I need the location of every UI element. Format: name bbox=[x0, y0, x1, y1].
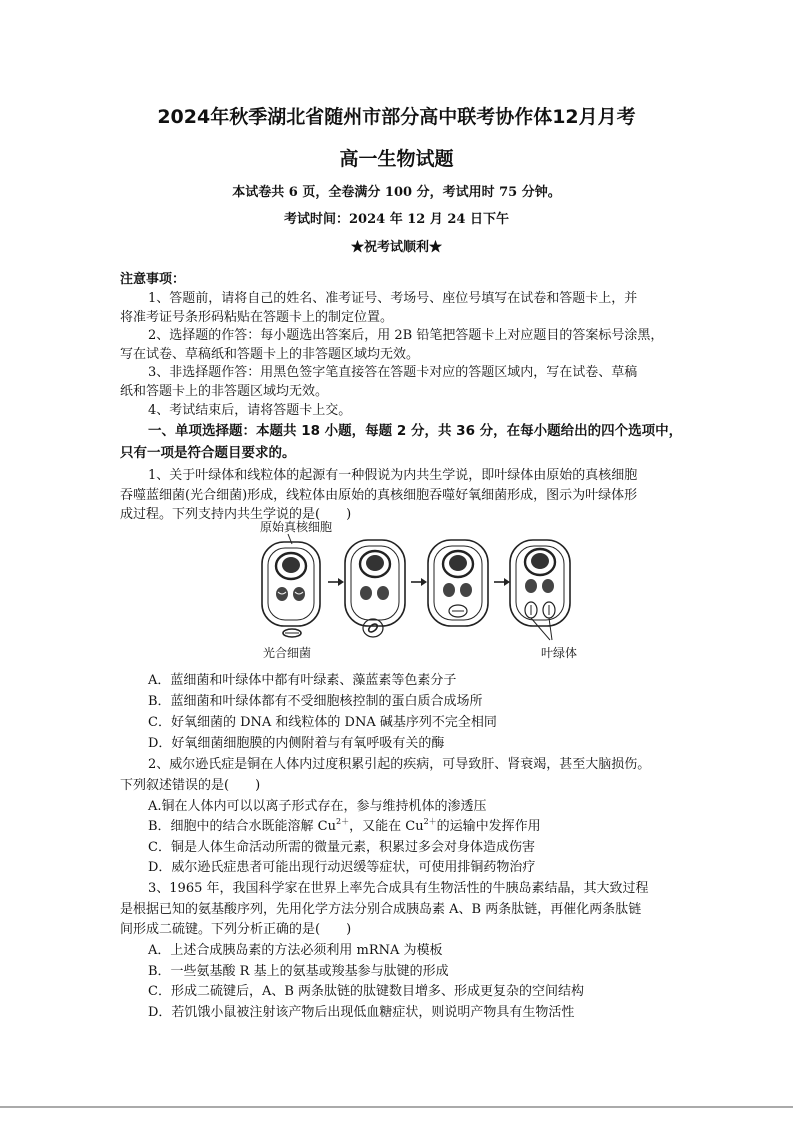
option-b-text: ，又能在 Cu bbox=[349, 819, 424, 834]
exam-title: 2024年秋季湖北省随州市部分高中联考协作体12月月考 bbox=[157, 106, 636, 128]
figure-label-bottom-left: 光合细菌 bbox=[263, 646, 312, 660]
option-d: D．好氧细菌细胞膜的内侧附着与有氧呼吸有关的酶 bbox=[148, 736, 445, 751]
notice-line: 纸和答题卡上的非答题区域均无效。 bbox=[120, 384, 329, 399]
question-stem: 2、威尔逊氏症是铜在人体内过度积累引起的疾病，可导致肝、肾衰竭，甚至大脑损伤。 bbox=[148, 757, 651, 772]
question-stem: 是根据已知的氨基酸序列，先用化学方法分别合成胰岛素 A、B 两条肽链，再催化两条肽链 bbox=[120, 902, 642, 917]
option-a: A．上述合成胰岛素的方法必须利用 mRNA 为模板 bbox=[148, 943, 443, 958]
cell-4 bbox=[510, 540, 570, 626]
option-c: C．好氧细菌的 DNA 和线粒体的 DNA 碱基序列不完全相同 bbox=[148, 715, 497, 730]
charge-superscript: 2＋ bbox=[423, 817, 437, 826]
cell-2 bbox=[345, 540, 405, 626]
option-b-text: 的运输中发挥作用 bbox=[436, 819, 541, 834]
notice-line: 1、答题前，请将自己的姓名、准考证号、考场号、座位号填写在试卷和答题卡上，并 bbox=[148, 291, 638, 306]
notice-line: 3、非选择题作答：用黑色签字笔直接答在答题卡对应的答题区域内，写在试卷、草稿 bbox=[148, 365, 638, 380]
cell-1 bbox=[262, 542, 320, 626]
charge-superscript: 2＋ bbox=[336, 817, 350, 826]
notice-line: 将准考证号条形码粘贴在答题卡上的制定位置。 bbox=[120, 310, 394, 325]
exam-wish: ★祝考试顺利★ bbox=[350, 240, 442, 255]
page-bottom-rule bbox=[0, 1106, 793, 1108]
section-heading: 一、单项选择题：本题共 18 小题，每题 2 分，共 36 分，在每小题给出的四个选项中， bbox=[148, 423, 683, 439]
option-a: A.铜在人体内可以以离子形式存在，参与维持机体的渗透压 bbox=[148, 799, 487, 814]
section-heading: 只有一项是符合题目要求的。 bbox=[120, 445, 296, 461]
option-b-text: B．细胞中的结合水既能溶解 Cu bbox=[148, 819, 337, 834]
question-stem: 吞噬蓝细菌(光合细菌)形成，线粒体由原始的真核细胞吞噬好氧细菌形成，图示为叶绿体形 bbox=[120, 488, 638, 503]
notice-line: 写在试卷、草稿纸和答题卡上的非答题区域均无效。 bbox=[120, 347, 420, 362]
question-stem: 下列叙述错误的是( ) bbox=[120, 778, 261, 793]
exam-info: 本试卷共 6 页，全卷满分 100 分，考试用时 75 分钟。 bbox=[232, 185, 561, 200]
option-d: D．威尔逊氏症患者可能出现行动迟缓等症状，可使用排铜药物治疗 bbox=[148, 860, 536, 875]
option-d: D．若饥饿小鼠被注射该产物后出现低血糖症状，则说明产物具有生物活性 bbox=[148, 1005, 575, 1020]
option-b: B．蓝细菌和叶绿体都有不受细胞核控制的蛋白质合成场所 bbox=[148, 694, 483, 709]
exam-time: 考试时间：2024 年 12 月 24 日下午 bbox=[284, 212, 509, 227]
figure-label-top: 原始真核细胞 bbox=[260, 520, 333, 534]
notice-line: 2、选择题的作答：每小题选出答案后，用 2B 铅笔把答题卡上对应题目的答案标号涂黑， bbox=[148, 328, 664, 343]
option-a: A．蓝细菌和叶绿体中都有叶绿素、藻蓝素等色素分子 bbox=[148, 673, 457, 688]
figure-label-bottom-right: 叶绿体 bbox=[541, 646, 578, 660]
exam-subtitle: 高一生物试题 bbox=[339, 148, 454, 170]
cell-3 bbox=[428, 540, 488, 626]
endosymbiosis-figure bbox=[250, 530, 580, 650]
notice-heading: 注意事项： bbox=[120, 272, 186, 287]
option-c: C．铜是人体生命活动所需的微量元素，积累过多会对身体造成伤害 bbox=[148, 840, 535, 855]
question-stem: 成过程。下列支持内共生学说的是( ) bbox=[120, 507, 352, 522]
option-b bbox=[148, 815, 541, 834]
question-stem: 间形成二硫键。下列分析正确的是( ) bbox=[120, 922, 352, 937]
question-stem: 3、1965 年，我国科学家在世界上率先合成具有生物活性的牛胰岛素结晶，其大致过程 bbox=[148, 881, 649, 896]
question-stem: 1、关于叶绿体和线粒体的起源有一种假说为内共生学说，即叶绿体由原始的真核细胞 bbox=[148, 468, 638, 483]
option-b: B．一些氨基酸 R 基上的氨基或羧基参与肽键的形成 bbox=[148, 964, 449, 979]
option-c: C．形成二硫键后，A、B 两条肽链的肽键数目增多、形成更复杂的空间结构 bbox=[148, 984, 585, 999]
notice-line: 4、考试结束后，请将答题卡上交。 bbox=[148, 403, 352, 418]
